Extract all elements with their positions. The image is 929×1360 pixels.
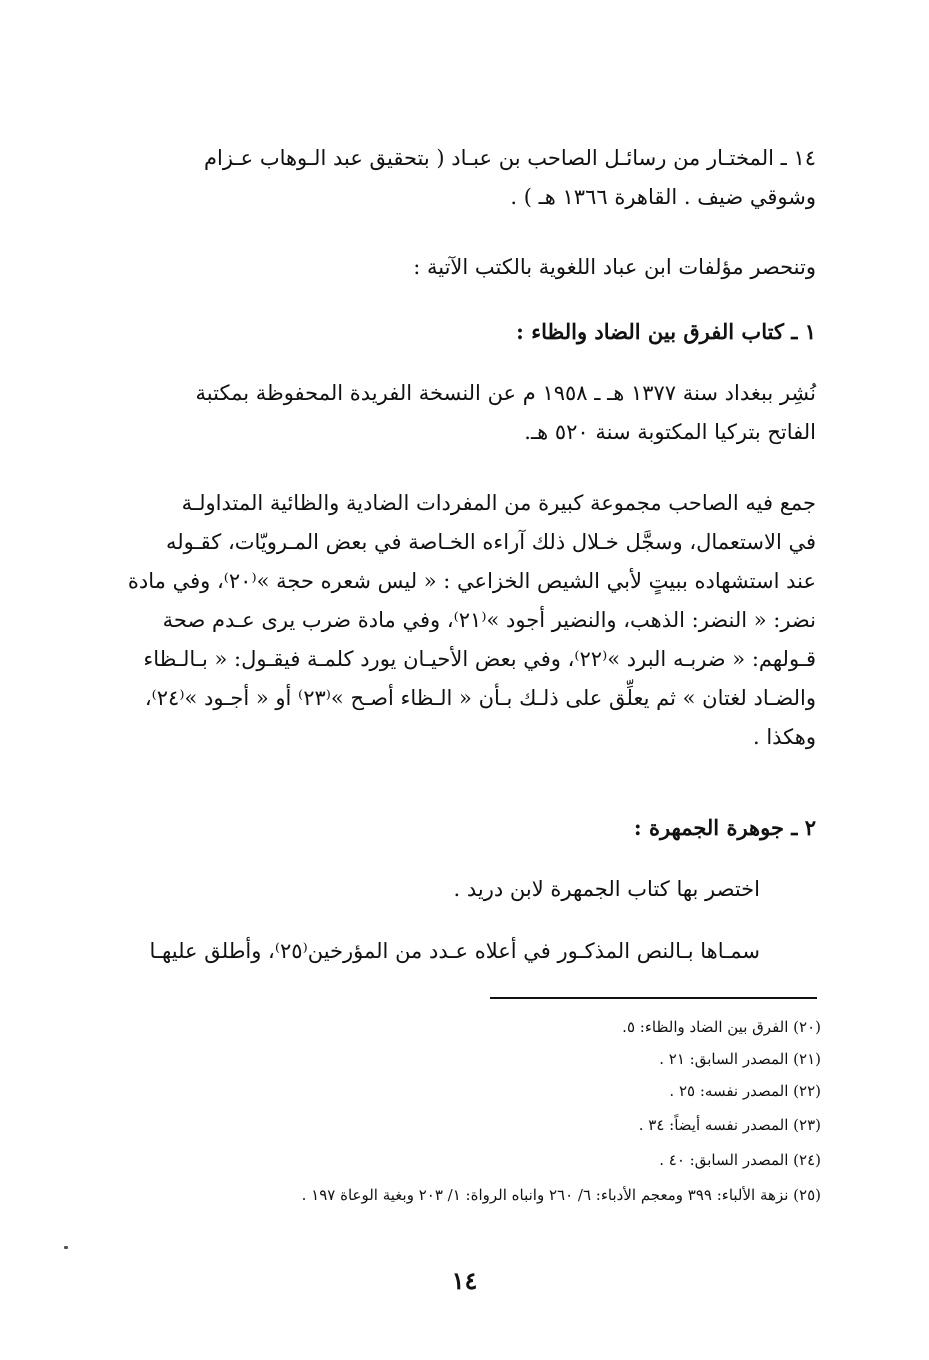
footnote-20: (٢٠) الفرق بين الضاد والظاء: ٥. [622, 1018, 821, 1036]
text-line: وشوقي ضيف . القاهرة ١٣٦٦ هـ ) . [510, 185, 816, 209]
text-line: وهكذا . [752, 725, 816, 749]
text-line: سمـاها بـالنص المذكـور في أعلاه عـدد من المؤرخين⁽٢٥⁾، وأطلق عليهـا [149, 939, 760, 963]
page-number: ١٤ [451, 1266, 478, 1295]
text-line: قـولهم: « ضربـه البرد »⁽٢٢⁾، وفي بعض الأحيـان يورد كلمـة فيقـول: « بـالـظاء [143, 647, 816, 671]
section-2-paragraph-1 [88, 870, 816, 909]
section-2-paragraph-2 [88, 932, 816, 971]
footnote-25: (٢٥) نزهة الألباء: ٣٩٩ ومعجم الأدباء: ٦/ ٢٦٠ وانباه الرواة: ١/ ٢٠٣ وبغية الوعاة ١٩٧ . [301, 1186, 821, 1204]
ink-speck [64, 1246, 68, 1249]
text-line: ١٤ ـ المختـار من رسائـل الصاحب بن عبـاد ( بتحقيق عبد الـوهاب عـزام [204, 146, 816, 170]
section-1-publication [88, 374, 816, 452]
text-line: الفاتح بتركيا المكتوبة سنة ٥٢٠ هـ. [524, 420, 816, 444]
text-line: جمع فيه الصاحب مجموعة كبيرة من المفردات الضادية والظائية المتداولـة [181, 491, 816, 515]
intro-paragraph: وتنحصر مؤلفات ابن عباد اللغوية بالكتب الآتية : [413, 255, 816, 279]
footnote-21: (٢١) المصدر السابق: ٢١ . [659, 1050, 821, 1068]
section-1-heading: ١ ـ كتاب الفرق بين الضاد والظاء : [516, 319, 816, 344]
text-line: عند استشهاده ببيتٍ لأبي الشيص الخزاعي : « ليس شعره حجة »⁽٢٠⁾، وفي مادة [127, 569, 816, 593]
footnote-24: (٢٤) المصدر السابق: ٤٠ . [659, 1151, 821, 1169]
section-2-heading: ٢ ـ جوهرة الجمهرة : [633, 815, 816, 840]
text-line: نُشِر ببغداد سنة ١٣٧٧ هـ ـ ١٩٥٨ م عن النسخة الفريدة المحفوظة بمكتبة [195, 381, 816, 405]
section-1-description [88, 484, 816, 757]
text-line: نضر: « النضر: الذهب، والنضير أجود »⁽٢١⁾، وفي مادة ضرب يرى عـدم صحة [162, 608, 816, 632]
text-line: في الاستعمال، وسجَّل خـلال ذلك آراءه الخـاصة في بعض المـرويّات، كقـوله [166, 530, 816, 554]
footnote-divider [490, 997, 817, 999]
list-item-14 [88, 139, 816, 217]
text-line: والضـاد لغتان » ثم يعلِّق على ذلـك بـأن « الـظاء أصـح »⁽٢٣⁾ أو « أجـود »⁽٢٤⁾، [144, 686, 816, 710]
footnote-23: (٢٣) المصدر نفسه أيضاً: ٣٤ . [638, 1116, 821, 1134]
footnote-22: (٢٢) المصدر نفسه: ٢٥ . [669, 1082, 821, 1100]
text-line: اختصر بها كتاب الجمهرة لابن دريد . [453, 877, 760, 901]
